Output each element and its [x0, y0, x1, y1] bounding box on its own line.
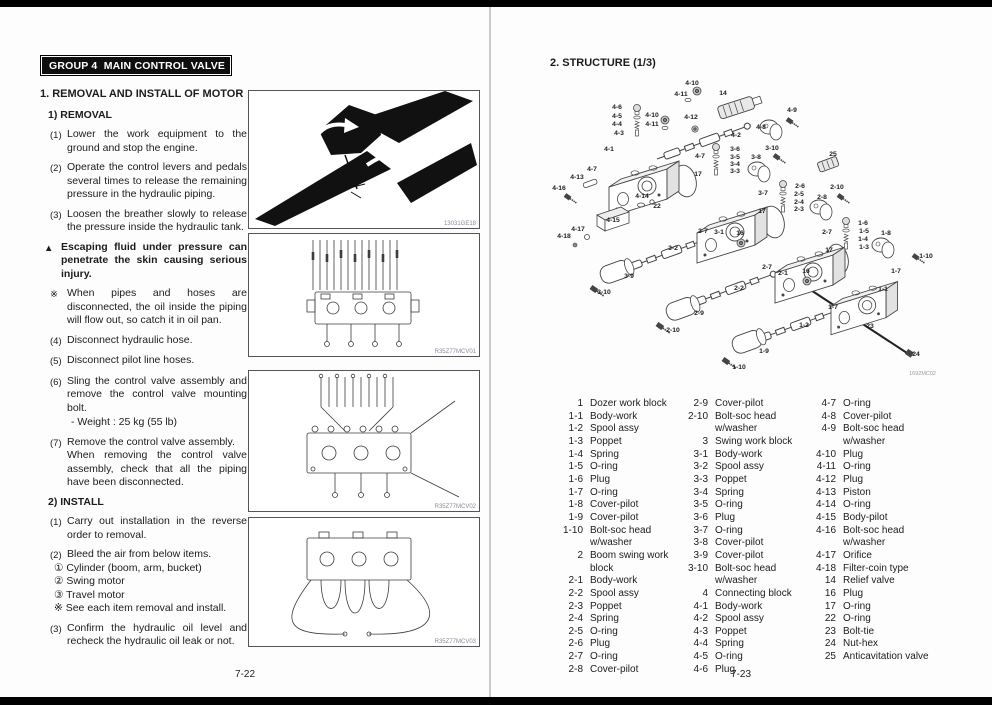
diagram-callout: 4-14 — [635, 193, 649, 200]
diagram-callout: 23 — [866, 323, 874, 330]
part-number: 1-10 — [562, 524, 583, 536]
part-number: 4 — [702, 587, 708, 599]
part-number: 2-10 — [687, 410, 708, 422]
figure-caption: 13031GE18 — [443, 221, 476, 227]
part-name: O-ring — [715, 524, 743, 536]
part-number: 4-8 — [821, 410, 836, 422]
diagram-callout: 2-4 — [794, 199, 804, 206]
item-marker: (3) — [50, 623, 62, 635]
diagram-callout: 3-9 — [624, 273, 634, 280]
diagram-callout: 1-4 — [858, 236, 868, 243]
part-name: O-ring — [590, 651, 618, 663]
part-number: 2-4 — [568, 613, 583, 625]
install-heading: 2) INSTALL — [48, 495, 104, 508]
item-sublist-line: ② Swing motor — [54, 575, 125, 587]
part-number: 4-16 — [815, 524, 836, 536]
diagram-callout: 4-6 — [612, 104, 622, 111]
part-number: 3-2 — [693, 461, 708, 473]
diagram-callout: 2-1 — [778, 270, 788, 277]
figure-warning-hand — [248, 90, 480, 229]
part-name: Spring — [715, 486, 744, 498]
part-name: Cover-pilot — [715, 549, 764, 561]
part-number: 3-1 — [693, 448, 708, 460]
item-sublist-line: ③ Travel motor — [54, 588, 125, 601]
figure-valve-hoses — [248, 517, 480, 647]
diagram-callout: 25 — [829, 151, 837, 158]
diagram-callout: 1-10 — [919, 253, 933, 260]
part-name: O-ring — [843, 499, 871, 511]
diagram-callout: 1-10 — [732, 364, 746, 371]
part-number: 4-11 — [816, 461, 836, 473]
part-name: Cover-pilot — [843, 410, 892, 422]
part-name: Spool assy — [590, 423, 639, 435]
part-name: Plug — [715, 511, 736, 523]
item-text: Confirm the hydraulic oil level and recheck the hydraulic oil leak or not. — [67, 621, 247, 647]
part-name: Body-work — [715, 448, 763, 460]
diagram-callout: 3-4 — [730, 161, 740, 168]
diagram-callout: 4-12 — [684, 114, 698, 121]
part-name: Plug — [590, 473, 611, 485]
part-number: 14 — [824, 575, 836, 587]
part-name: Boom swing work block — [590, 549, 669, 574]
part-number: 4-3 — [693, 625, 708, 637]
parts-column-3 — [806, 398, 945, 676]
diagram-callout: 1-8 — [881, 230, 891, 237]
part-number: 4-9 — [821, 423, 836, 435]
item-marker: (2) — [50, 163, 62, 174]
part-number: 24 — [824, 638, 836, 650]
part-name: Spring — [715, 638, 744, 650]
diagram-callout: 17 — [694, 171, 702, 178]
diagram-callout: 4-11 — [674, 91, 688, 98]
diagram-callout: 1-3 — [859, 244, 869, 251]
diagram-callout: 2-3 — [794, 206, 804, 213]
item-text: Remove the control valve assembly. When removing the control valve assembly, check that all the piping have been disconnected. — [67, 435, 247, 488]
part-name: O-ring — [715, 651, 743, 663]
diagram-callout: 2-10 — [666, 327, 680, 334]
part-name: O-ring — [843, 600, 871, 612]
diagram-callout: 2-9 — [694, 310, 704, 317]
part-name: Bolt-soc head w/washer — [715, 562, 777, 587]
diagram-callout: 4-17 — [571, 226, 585, 233]
warning-hand-graphic — [249, 91, 477, 226]
removal-items — [40, 128, 247, 490]
figure-caption: R35Z77MCV02 — [434, 504, 476, 510]
removal-heading: 1) REMOVAL — [48, 108, 112, 121]
structure-title: 2. STRUCTURE (1/3) — [550, 57, 656, 69]
diagram-callout: 4-16 — [552, 185, 566, 192]
parts-column-2 — [678, 398, 806, 676]
diagram-callout: 2-2 — [734, 285, 744, 292]
part-number: 4-6 — [693, 663, 708, 675]
diagram-callout: 14 — [719, 90, 727, 97]
part-name: Poppet — [715, 473, 747, 485]
item-marker: (3) — [50, 209, 62, 221]
valve-hoses-graphic — [249, 518, 477, 644]
diagram-callout: 4-5 — [612, 113, 622, 120]
part-number: 4-5 — [693, 651, 708, 663]
part-name: Plug — [843, 473, 864, 485]
part-number: 4-7 — [821, 398, 836, 409]
diagram-callout: 4-15 — [606, 217, 620, 224]
part-name: O-ring — [590, 461, 618, 473]
diagram-callout: 4-7 — [587, 166, 597, 173]
part-number: 1-9 — [568, 511, 583, 523]
part-number: 1-2 — [568, 423, 583, 435]
page-gutter-divider — [489, 7, 491, 697]
group-header-title: GROUP 4 MAIN CONTROL VALVE — [42, 57, 230, 74]
part-number: 4-1 — [693, 600, 708, 612]
part-name: Body-work — [715, 600, 763, 612]
part-name: Swing work block — [715, 435, 793, 447]
diagram-callout: 4-8 — [756, 124, 766, 131]
part-number: 17 — [824, 600, 836, 612]
part-name: O-ring — [843, 461, 871, 473]
procedure-item — [50, 375, 247, 430]
diagram-callout: 3-3 — [730, 168, 740, 175]
figure-pilot-hoses — [248, 233, 480, 357]
item-text: Sling the control valve assembly and remove the control valve mounting bolt. - Weight : 25 kg (55 lb) — [67, 374, 247, 428]
part-name: Spool assy — [715, 613, 764, 625]
procedure-item — [50, 622, 247, 649]
diagram-callout: 4-10 — [645, 112, 659, 119]
part-number: 4-10 — [815, 448, 836, 460]
part-name: O-ring — [590, 625, 618, 637]
procedure-text-column — [40, 88, 247, 655]
diagram-callout: 1-1 — [878, 286, 888, 293]
procedure-item — [50, 548, 247, 616]
part-number: 3-4 — [693, 486, 708, 498]
item-marker: (2) — [50, 550, 62, 561]
item-text: Bleed the air from below items. ① Cylinder (boom, arm, bucket) ② Swing motor ③ Travel motor ※ See each item removal and install. — [67, 548, 247, 616]
item-marker: (7) — [50, 437, 62, 449]
part-number: 4-12 — [815, 473, 836, 485]
procedure-item — [50, 287, 247, 328]
part-number: 2-2 — [568, 587, 583, 599]
diagram-callout: 3-7 — [698, 228, 708, 235]
procedure-item — [44, 241, 247, 282]
figure-caption: R35Z77MCV03 — [434, 639, 476, 645]
item-text: Escaping fluid under pressure can penetrate the skin causing serious injury. — [61, 240, 247, 280]
diagram-callout: 1-5 — [859, 228, 869, 235]
procedure-item — [50, 436, 247, 490]
part-name: Body-pilot — [843, 511, 888, 523]
part-number: 3-5 — [693, 499, 708, 511]
diagram-callout: 22 — [653, 203, 661, 210]
procedure-item — [50, 128, 247, 155]
part-number: 4-2 — [693, 613, 708, 625]
part-name: Piston — [843, 486, 871, 498]
part-number: 3-3 — [693, 473, 708, 485]
part-name: Body-work — [590, 410, 638, 422]
part-number: 1-4 — [568, 448, 583, 460]
diagram-callout: 3-7 — [758, 190, 768, 197]
part-number: 25 — [824, 651, 836, 663]
pilot-hoses-graphic — [249, 234, 477, 354]
item-sublist-line: ※ See each item removal and install. — [54, 602, 227, 614]
diagram-callout: 2-10 — [830, 184, 844, 191]
item-sublist-line: ① Cylinder (boom, arm, bucket) — [54, 561, 202, 574]
part-name: Plug — [715, 663, 736, 675]
part-number: 2-5 — [568, 625, 583, 637]
part-number: 1-5 — [568, 461, 583, 473]
item-marker: ※ — [50, 289, 58, 300]
procedure-item — [50, 354, 247, 369]
diagram-callout: 4-9 — [787, 107, 797, 114]
part-number: 3-6 — [693, 511, 708, 523]
item-text: Loosen the breather slowly to release the pressure inside the hydraulic tank. — [67, 207, 247, 233]
diagram-callout: 4-13 — [570, 174, 584, 181]
item-text: Operate the control levers and pedals several times to release the remaining pressure in the hydraulic piping. — [67, 161, 247, 200]
diagram-callout: 3-8 — [751, 154, 761, 161]
top-border-bar — [0, 0, 992, 7]
part-name: Cover-pilot — [715, 398, 764, 409]
install-items — [40, 515, 247, 649]
diagram-callout: 17 — [825, 247, 833, 254]
part-number: 22 — [824, 613, 836, 625]
diagram-callout: 4-3 — [614, 130, 624, 137]
part-name: Bolt-soc head w/washer — [715, 410, 777, 435]
diagram-callout: 3-5 — [730, 154, 740, 161]
exploded-diagram-svg — [545, 75, 945, 395]
item-marker: (6) — [50, 376, 62, 388]
item-text: Disconnect pilot line hoses. — [67, 354, 195, 366]
part-name: Bolt-tie — [843, 625, 875, 637]
item-text: Lower the work equipment to the ground and stop the engine. — [67, 128, 247, 154]
diagram-callout: 1-7 — [828, 304, 838, 311]
diagram-callout: 4-7 — [695, 153, 705, 160]
diagram-callout: 2-7 — [762, 264, 772, 271]
item-continuation: When removing the control valve assembly, check that all the piping have been disconnected. — [67, 449, 247, 488]
part-number: 2 — [577, 549, 583, 561]
item-marker: (5) — [50, 356, 62, 367]
diagram-code: 1692MC02 — [909, 371, 936, 377]
part-name: O-ring — [843, 613, 871, 625]
figure-caption: R35Z77MCV01 — [434, 349, 476, 355]
item-marker: (1) — [50, 130, 62, 141]
diagram-callout: 3-10 — [597, 289, 611, 296]
item-subline: - Weight : 25 kg (55 lb) — [71, 416, 178, 428]
item-text: Carry out installation in the reverse order to removal. — [67, 515, 247, 541]
diagram-callout: 4-2 — [731, 132, 741, 139]
item-marker: ▲ — [44, 242, 54, 254]
diagram-callout: 16 — [736, 230, 744, 237]
part-number: 4-15 — [815, 511, 836, 523]
part-number: 1-6 — [568, 473, 583, 485]
figure-valve-sling — [248, 370, 480, 512]
parts-list — [553, 398, 945, 676]
part-name: Spring — [590, 448, 619, 460]
part-number: 3-8 — [693, 537, 708, 549]
part-name: Plug — [843, 448, 864, 460]
part-name: Cover-pilot — [590, 499, 639, 511]
part-name: Spring — [590, 613, 619, 625]
part-number: 4-4 — [693, 638, 708, 650]
diagram-callout: 1-7 — [891, 268, 901, 275]
part-number: 2-3 — [568, 600, 583, 612]
part-number: 2-9 — [693, 398, 708, 409]
procedure-item — [50, 208, 247, 235]
part-name: Cover-pilot — [715, 537, 764, 549]
part-number: 2-1 — [568, 575, 583, 587]
part-number: 2-7 — [568, 651, 583, 663]
part-number: 4-18 — [815, 562, 836, 574]
part-number: 1-1 — [568, 410, 583, 422]
part-name: O-ring — [843, 398, 871, 409]
diagram-callout: 24 — [912, 351, 920, 358]
part-number: 2-8 — [568, 663, 583, 675]
part-name: Cover-pilot — [590, 663, 639, 675]
diagram-callout: 4-1 — [604, 146, 614, 153]
diagram-callout: 4-4 — [612, 121, 622, 128]
part-name: Poppet — [715, 625, 747, 637]
part-number: 4-17 — [815, 549, 836, 561]
section-title: 1. REMOVAL AND INSTALL OF MOTOR — [40, 88, 244, 100]
diagram-callout: 16 — [802, 268, 810, 275]
part-name: Bolt-soc head w/washer — [590, 524, 652, 549]
part-number: 3 — [702, 435, 708, 447]
group-header-box — [40, 55, 232, 76]
diagram-callout: 1-2 — [799, 322, 809, 329]
part-name: Cover-pilot — [590, 511, 639, 523]
part-number: 1 — [577, 398, 583, 409]
diagram-callout: 17 — [758, 208, 766, 215]
diagram-callout: 3-6 — [730, 146, 740, 153]
part-name: Filter-coin type — [843, 562, 909, 574]
part-number: 4-13 — [815, 486, 836, 498]
part-name: Orifice — [843, 549, 872, 561]
part-name: Plug — [590, 638, 611, 650]
parts-column-1 — [553, 398, 678, 676]
part-name: O-ring — [590, 486, 618, 498]
part-name: Nut-hex — [843, 638, 879, 650]
diagram-callout: 4-11 — [645, 121, 659, 128]
part-name: Poppet — [590, 435, 622, 447]
part-name: Spool assy — [590, 587, 639, 599]
part-number: 3-7 — [693, 524, 708, 536]
part-name: Dozer work block — [590, 398, 667, 409]
diagram-callout: 3-2 — [668, 245, 678, 252]
part-number: 4-14 — [815, 499, 836, 511]
procedure-item — [50, 334, 247, 349]
diagram-callout: 1-6 — [858, 220, 868, 227]
part-number: 16 — [824, 587, 836, 599]
page-number-right: 7-23 — [730, 669, 751, 680]
page-number-left: 7-22 — [234, 669, 255, 680]
part-name: Spool assy — [715, 461, 764, 473]
diagram-callout: 3-1 — [714, 229, 724, 236]
part-number: 1-8 — [568, 499, 583, 511]
exploded-diagram — [545, 75, 945, 395]
valve-sling-graphic — [249, 371, 477, 509]
part-name: Body-work — [590, 575, 638, 587]
procedure-item — [50, 161, 247, 202]
diagram-callout: 2-6 — [795, 183, 805, 190]
bottom-border-bar — [0, 697, 992, 705]
diagram-callout: 2-8 — [817, 194, 827, 201]
part-name: Plug — [843, 587, 864, 599]
part-number: 2-6 — [568, 638, 583, 650]
part-number: 3-9 — [693, 549, 708, 561]
part-name: Poppet — [590, 600, 622, 612]
item-text: Disconnect hydraulic hose. — [67, 333, 193, 346]
item-marker: (4) — [50, 335, 62, 347]
part-name: Bolt-soc head w/washer — [843, 524, 905, 549]
part-number: 3-10 — [687, 562, 708, 574]
diagram-callout: 2-7 — [822, 229, 832, 236]
item-marker: (1) — [50, 517, 62, 528]
diagram-callout: 2-5 — [794, 191, 804, 198]
part-name: Relief valve — [843, 575, 895, 587]
part-name: Anticavitation valve — [843, 651, 929, 663]
diagram-callout: 3-10 — [765, 145, 779, 152]
part-number: 1-7 — [568, 486, 583, 498]
part-name: Bolt-soc head w/washer — [843, 423, 905, 447]
part-name: O-ring — [715, 499, 743, 511]
diagram-callout: 1-9 — [759, 348, 769, 355]
diagram-callout: 4-18 — [557, 233, 571, 240]
part-name: Connecting block — [715, 587, 792, 599]
procedure-item — [50, 515, 247, 542]
item-text: When pipes and hoses are disconnected, the oil inside the piping will flow out, so catch it in oil pan. — [67, 287, 247, 326]
part-number: 23 — [824, 625, 836, 637]
diagram-callout: 4-10 — [685, 80, 699, 87]
part-number: 1-3 — [568, 435, 583, 447]
